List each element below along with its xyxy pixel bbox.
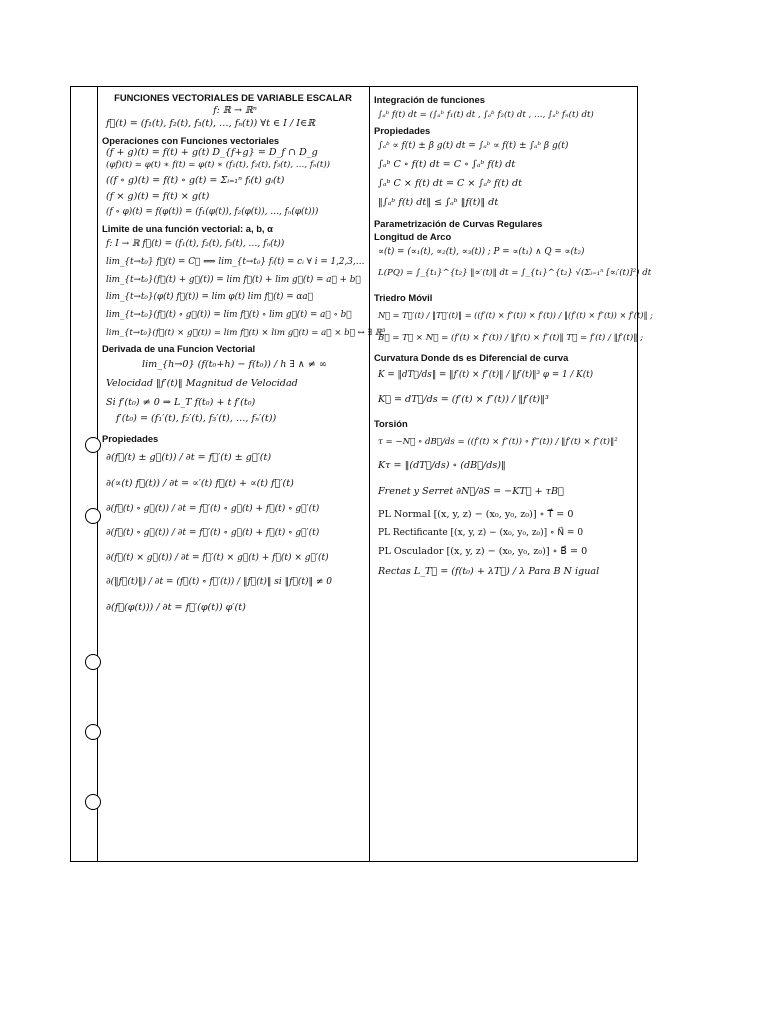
formula: ∫ₐᵇ C ∘ f(t) dt = C ∘ ∫ₐᵇ f(t) dt [378,158,516,170]
formula: lim_{h→0} (f(t₀+h) − f(t₀)) / h ∃ ∧ ≠ ∞ [142,358,327,370]
sheet-title: FUNCIONES VECTORIALES DE VARIABLE ESCALAR [114,92,352,103]
formula: lim_{t→t₀}(f⃗(t) × g⃗(t)) = lim f⃗(t) × lim g⃗(t) = a⃗ × b⃗ ↔ ∃ ℝ³ [106,327,386,338]
right-column [374,92,653,582]
formula: PL Normal [(x, y, z) − (x₀, y₀, z₀)] ∘ T⃗ = 0 [378,509,574,521]
formula: ∝(t) = (∝₁(t), ∝₂(t), ∝₃(t)) ; P = ∝(t₁) ∧ Q = ∝(t₂) [378,247,585,258]
formula: (φf)(t) = φ(t) ∗ f(t) = φ(t) ∗ (f₁(t), f₂(t), f₃(t), …, fₙ(t)) [106,160,331,171]
formula: L(PQ) = ∫_{t₁}^{t₂} ‖∝′(t)‖ dt = ∫_{t₁}^{t₂} √(Σᵢ₌₁ⁿ [∝ᵢ′(t)]²) dt [378,267,652,278]
formula: Frenet y Serret ∂N⃗/∂S = −KT⃗ + τB⃗ [378,486,564,498]
formula: lim_{t→t₀}(f⃗(t) ∘ g⃗(t)) = lim f⃗(t) ∘ lim g⃗(t) = a⃗ ∘ b⃗ [106,310,352,321]
section-heading: Limite de una función vectorial: a, b, α [102,223,273,235]
binder-hole [85,437,101,453]
formula: K = ‖dT⃗/ds‖ = ‖f′(t) × f″(t)‖ / ‖f′(t)‖³ φ = 1 / K(t) [378,370,594,381]
formula: ∂(f⃗(t) × g⃗(t)) / ∂t = f⃗′(t) × g⃗(t) + f⃗(t) × g⃗′(t) [106,552,329,563]
section-heading: Triedro Móvil [374,292,433,304]
section-heading: Propiedades [374,125,431,137]
binder-hole [85,654,101,670]
formula: ∂(f⃗(t) ∘ g⃗(t)) / ∂t = f⃗′(t) ∘ g⃗(t) + f⃗(t) ∘ g⃗′(t) [106,504,320,515]
formula: N⃗ = T⃗′(t) / ‖T⃗′(t)‖ = ((f′(t) × f″(t)) × f′(t)) / ‖(f′(t) × f″(t)) × f′(t)‖ ; [378,309,653,320]
formula: PL Osculador [(x, y, z) − (x₀, y₀, z₀)] ∘ B⃗ = 0 [378,546,588,558]
binder-hole [85,724,101,740]
formula: ∫ₐᵇ C × f(t) dt = C × ∫ₐᵇ f(t) dt [378,178,522,190]
column-divider [369,86,370,862]
section-heading: Longitud de Arco [374,231,452,243]
formula: lim_{t→t₀} f⃗(t) = C⃗ ⟺ lim_{t→t₀} fᵢ(t) = cᵢ ∀ i = 1,2,3,… [106,256,365,267]
formula: ∂(f⃗(t) ∘ g⃗(t)) / ∂t = f⃗′(t) ∘ g⃗(t) + f⃗(t) ∘ g⃗′(t) [106,528,320,539]
formula: PL Rectificante [(x, y, z) − (x₀, y₀, z₀)] ∘ N⃗ = 0 [378,528,584,539]
formula: ∂(∝(t) f⃗(t)) / ∂t = ∝′(t) f⃗(t) + ∝(t) f⃗′(t) [106,478,294,490]
formula: Velocidad ‖f′(t)‖ Magnitud de Velocidad [106,378,298,390]
formula: B⃗ = T⃗ × N⃗ = (f′(t) × f″(t)) / ‖f′(t) × f″(t)‖ T⃗ = f′(t) / ‖f′(t)‖ ; [378,333,644,344]
formula: (f × g)(t) = f(t) × g(t) [106,191,210,203]
formula: f: I → ℝ f⃗(t) = (f₁(t), f₂(t), f₃(t), …, fₙ(t)) [106,238,285,249]
formula: Rectas L_T⃗ = (f(t₀) + λT⃗) / λ Para B N igual [378,565,600,577]
formula: ∂(‖f⃗(t)‖) / ∂t = (f⃗(t) ∘ f⃗′(t)) / ‖f⃗(t)‖ si ‖f⃗(t)‖ ≠ 0 [106,577,332,588]
formula: lim_{t→t₀}(f⃗(t) + g⃗(t)) = lim f⃗(t) + lim g⃗(t) = a⃗ + b⃗ [106,274,361,285]
section-heading: Integración de funciones [374,94,485,105]
section-heading: Torsión [374,418,408,430]
formula: ∂(f⃗(φ(t))) / ∂t = f⃗′(φ(t)) φ′(t) [106,601,246,613]
margin-line [97,86,98,862]
formula: f⃗(t) = (f₁(t), f₂(t), f₃(t), …, fₙ(t)) ∀t ∈ I / I∈ℝ [106,117,316,129]
section-heading: Curvatura Donde ds es Diferencial de curva [374,351,569,363]
formula: K⃗ = dT⃗/ds = (f′(t) × f″(t)) / ‖f′(t)‖³ [378,394,549,406]
section-heading: Parametrización de Curvas Regulares [374,217,543,229]
section-heading: Derivada de una Funcion Vectorial [102,343,256,355]
formula: ‖∫ₐᵇ f(t) dt‖ ≤ ∫ₐᵇ ‖f(t)‖ dt [378,197,499,209]
formula: τ = −N⃗ ∘ dB⃗/ds = ((f′(t) × f″(t)) ∘ f‴(t)) / ‖f′(t) × f″(t)‖² [378,436,618,447]
formula: f′(t₀) = (f₁′(t), f₂′(t), f₃′(t), …, fₙ′(t)) [116,413,277,425]
section-heading: Operaciones con Funciones vectoriales [102,134,280,146]
left-column [102,92,386,622]
formula: (f + g)(t) = f(t) + g(t) D_{f+g} = D_f ∩ D_g [106,147,318,159]
formula: ∫ₐᵇ f(t) dt = (∫ₐᵇ f₁(t) dt , ∫ₐᵇ f₂(t) dt , …, ∫ₐᵇ fₙ(t) dt) [378,109,594,120]
formula: ∂(f⃗(t) ± g⃗(t)) / ∂t = f⃗′(t) ± g⃗′(t) [106,452,272,464]
binder-hole [85,508,101,524]
formula: Kτ = ‖(dT⃗/ds) ∘ (dB⃗/ds)‖ [378,460,506,472]
section-heading: Propiedades [102,433,159,445]
formula: Si f′(t₀) ≠ 0 ⇒ L_T f(t₀) + t f′(t₀) [106,397,256,409]
formula: f: ℝ → ℝⁿ [213,104,257,116]
formula: lim_{t→t₀}(φ(t) f⃗(t)) = lim φ(t) lim f⃗(t) = αa⃗ [106,292,313,303]
formula: ∫ₐᵇ ∝ f(t) ± β g(t) dt = ∫ₐᵇ ∝ f(t) ± ∫ₐᵇ β g(t) [378,140,569,151]
formula: ((f ∘ g)(t) = f(t) ∘ g(t) = Σᵢ₌₁ⁿ fᵢ(t) gᵢ(t) [106,175,285,187]
binder-hole [85,794,101,810]
formula: (f ∘ φ)(t) = f(φ(t)) = (f₁(φ(t)), f₂(φ(t)), …, fₙ(φ(t))) [106,207,319,218]
